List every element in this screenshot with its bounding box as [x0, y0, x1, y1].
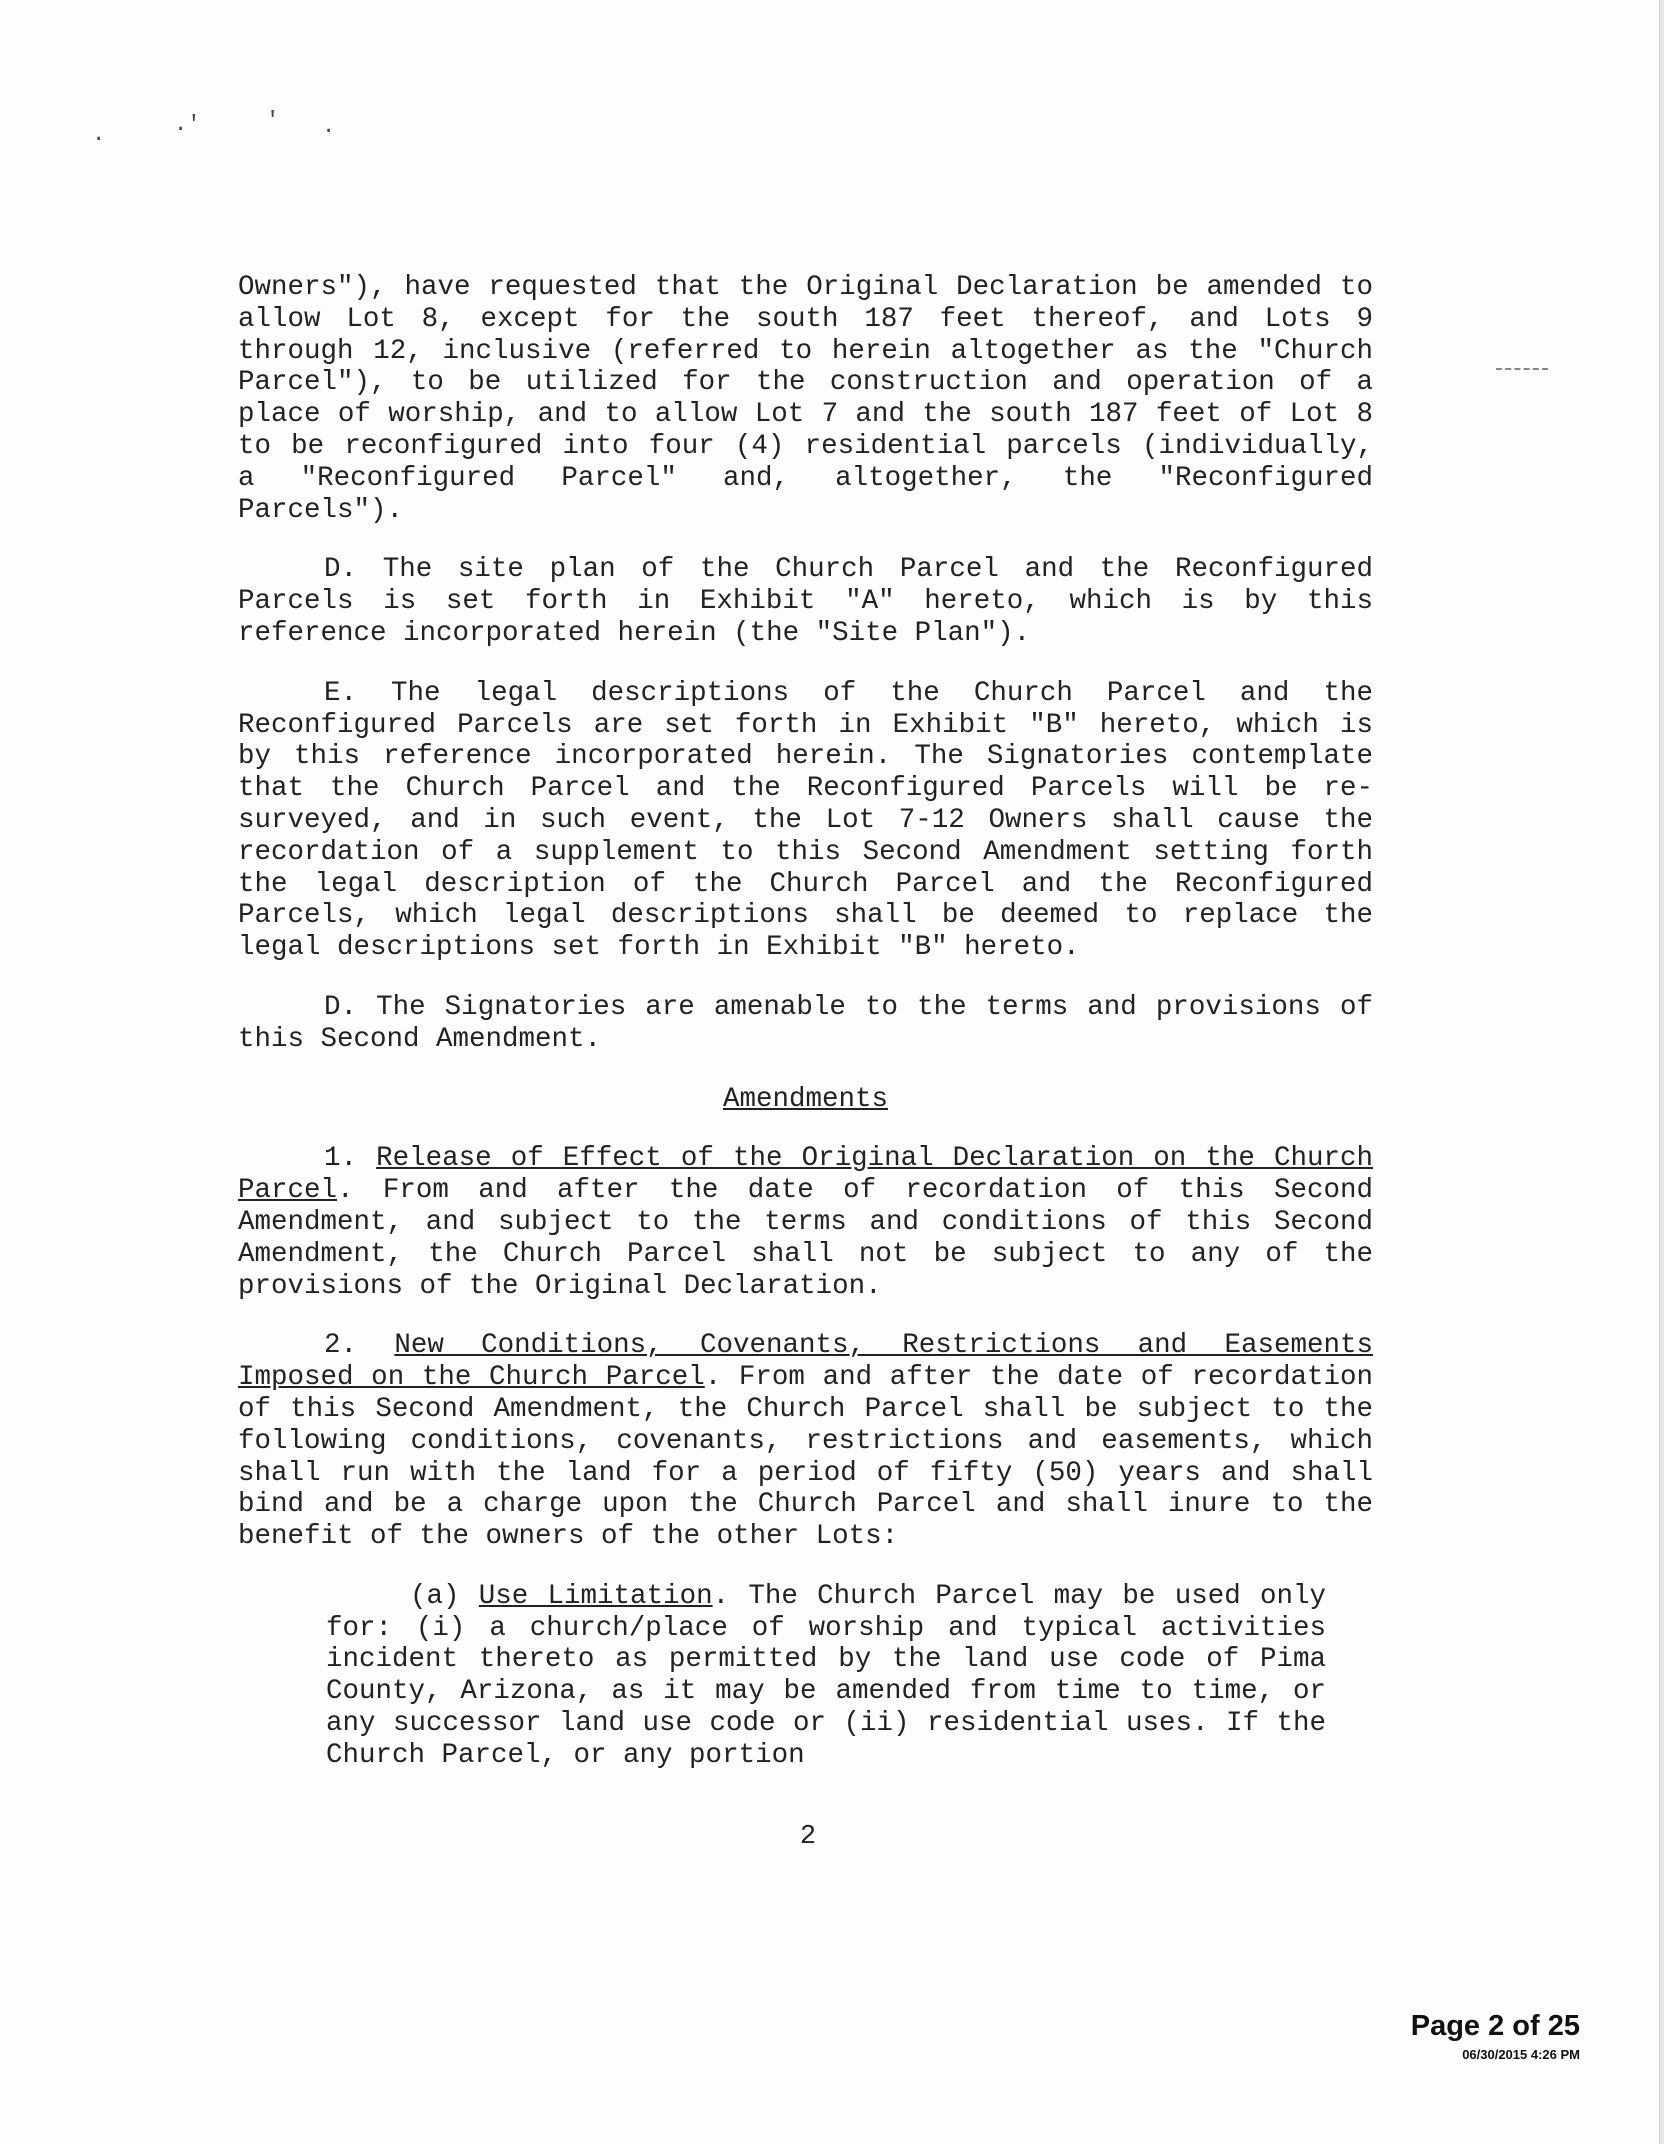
- section-1-text: . From and after the date of recordation of this Second Amendment, and subject to the terms and conditions of this Second Amendment, the Church Parcel shall not be subject to any of the provisions of the Original Declaration.: [238, 1175, 1373, 1302]
- amendments-heading: [238, 1084, 1373, 1116]
- section-2a-text: . The Church Parcel may be used only for: (i) a church/place of worship and typical activities incident thereto as permitted by the land use code of Pima County, Arizona, as it may be amended from time to time, or any successor land use code or (ii) residential uses. If the Church Parcel, or any portion: [326, 1580, 1326, 1771]
- section-1: [238, 1143, 1373, 1302]
- section-1-title: Release of Effect of the Original Declaration on the Church Parcel: [238, 1143, 1373, 1207]
- amendments-heading-text: Amendments: [722, 1083, 889, 1115]
- recital-e: E. The legal descriptions of the Church Parcel and the Reconfigured Parcels are set forth in Exhibit "B" hereto, which is by this reference incorporated herein. The Signatories contemplate that the Church Parcel and the Reconfigured Parcels will be re-surveyed, and in such event, the Lot 7-12 Owners shall cause the recordation of a supplement to this Second Amendment setting forth the legal description of the Church Parcel and the Reconfigured Parcels, which legal descriptions shall be deemed to replace the legal descriptions set forth in Exhibit "B" hereto.: [238, 677, 1373, 964]
- section-2a: [326, 1581, 1326, 1772]
- scan-speck: .: [322, 114, 336, 139]
- scan-speck: ': [266, 108, 280, 133]
- section-2-number: 2.: [324, 1330, 358, 1362]
- scan-speck: .: [92, 122, 106, 147]
- recital-d: D. The site plan of the Church Parcel and the Reconfigured Parcels is set forth in Exhibit "A" hereto, which is by this reference incorporated herein (the "Site Plan").: [238, 554, 1373, 649]
- recording-stamp: [1411, 2010, 1580, 2062]
- section-2: [238, 1330, 1373, 1553]
- page-edge: [1659, 0, 1664, 2144]
- section-1-number: 1.: [324, 1143, 358, 1175]
- recital-c-continued: Owners"), have requested that the Original Declaration be amended to allow Lot 8, except for the south 187 feet thereof, and Lots 9 through 12, inclusive (referred to herein altogether as the "Church Parcel"), to be utilized for the construction and operation of a place of worship, and to allow Lot 7 and the south 187 feet of Lot 8 to be reconfigured into four (4) residential parcels (individually, a "Reconfigured Parcel" and, altogether, the "Reconfigured Parcels").: [238, 272, 1373, 526]
- section-2a-title: Use Limitation: [478, 1580, 713, 1612]
- page-number: 2: [799, 1822, 817, 1852]
- document-body: [238, 272, 1373, 1772]
- section-2a-number: (a): [410, 1580, 460, 1612]
- section-2-text: . From and after the date of recordation of this Second Amendment, the Church Parcel shall be subject to the following conditions, covenants, restrictions and easements, which shall run with the land for a period of fifty (50) years and shall bind and be a charge upon the Church Parcel and shall inure to the benefit of the owners of the other Lots:: [238, 1362, 1373, 1553]
- margin-mark: [1496, 368, 1548, 370]
- recital-d-second: D. The Signatories are amenable to the terms and provisions of this Second Amendment.: [238, 991, 1373, 1055]
- stamp-datetime: 06/30/2015 4:26 PM: [1462, 2047, 1580, 2062]
- scan-speck: .': [174, 112, 201, 137]
- stamp-page-count: Page 2 of 25: [1410, 2010, 1580, 2042]
- section-2-title: New Conditions, Covenants, Restrictions and Easements Imposed on the Church Parcel: [238, 1330, 1373, 1394]
